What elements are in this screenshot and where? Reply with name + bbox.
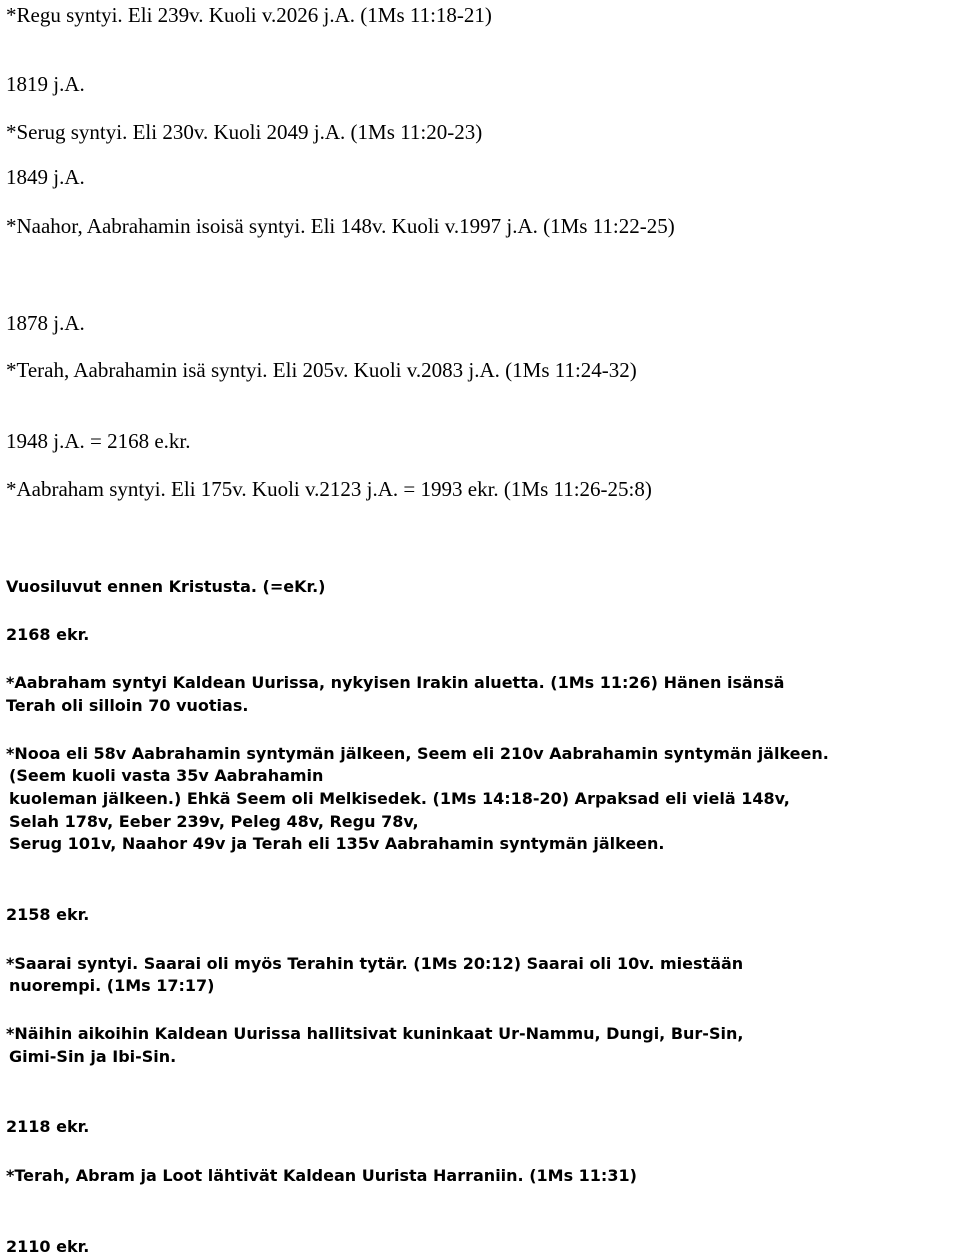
nooa-line-5: Serug 101v, Naahor 49v ja Terah eli 135v Aabrahamin syntymän jälkeen.	[9, 834, 665, 853]
aabraham-born-line-1: *Aabraham syntyi Kaldean Uurissa, nykyisen Irakin aluetta. (1Ms 11:26) Hänen isänsä	[6, 673, 785, 692]
year-2158: 2158 ekr.	[6, 905, 90, 924]
year-1819: 1819 j.A.	[6, 72, 85, 96]
year-2110: 2110 ekr.	[6, 1237, 90, 1256]
naahor-line: *Naahor, Aabrahamin isoisä syntyi. Eli 148v. Kuoli v.1997 j.A. (1Ms 11:22-25)	[6, 214, 675, 238]
nooa-line-1: *Nooa eli 58v Aabrahamin syntymän jälkeen, Seem eli 210v Aabrahamin syntymän jälkeen.	[6, 744, 829, 763]
regu-line: *Regu syntyi. Eli 239v. Kuoli v.2026 j.A. (1Ms 11:18-21)	[6, 3, 492, 27]
kings-line-2: Gimi-Sin ja Ibi-Sin.	[9, 1047, 177, 1066]
saarai-line-1: *Saarai syntyi. Saarai oli myös Terahin tytär. (1Ms 20:12) Saarai oli 10v. miestään	[6, 954, 744, 973]
year-1948: 1948 j.A. = 2168 e.kr.	[6, 429, 191, 453]
nooa-line-2: (Seem kuoli vasta 35v Aabrahamin	[9, 766, 324, 785]
nooa-line-4: Selah 178v, Eeber 239v, Peleg 48v, Regu 78v,	[9, 812, 419, 831]
nooa-line-3: kuoleman jälkeen.) Ehkä Seem oli Melkisedek. (1Ms 14:18-20) Arpaksad eli vielä 148v,	[9, 789, 790, 808]
section-heading: Vuosiluvut ennen Kristusta. (=eKr.)	[6, 577, 326, 596]
terah-leave-line: *Terah, Abram ja Loot lähtivät Kaldean Uurista Harraniin. (1Ms 11:31)	[6, 1166, 637, 1185]
year-1849: 1849 j.A.	[6, 165, 85, 189]
kings-line-1: *Näihin aikoihin Kaldean Uurissa hallitsivat kuninkaat Ur-Nammu, Dungi, Bur-Sin,	[6, 1024, 744, 1043]
serug-line: *Serug syntyi. Eli 230v. Kuoli 2049 j.A. (1Ms 11:20-23)	[6, 120, 483, 144]
saarai-line-2: nuorempi. (1Ms 17:17)	[9, 976, 215, 995]
year-2118: 2118 ekr.	[6, 1117, 90, 1136]
year-2168: 2168 ekr.	[6, 625, 90, 644]
year-1878: 1878 j.A.	[6, 311, 85, 335]
aabraham-line: *Aabraham syntyi. Eli 175v. Kuoli v.2123 j.A. = 1993 ekr. (1Ms 11:26-25:8)	[6, 477, 652, 501]
aabraham-born-line-2: Terah oli silloin 70 vuotias.	[6, 696, 249, 715]
terah-line: *Terah, Aabrahamin isä syntyi. Eli 205v. Kuoli v.2083 j.A. (1Ms 11:24-32)	[6, 358, 637, 382]
